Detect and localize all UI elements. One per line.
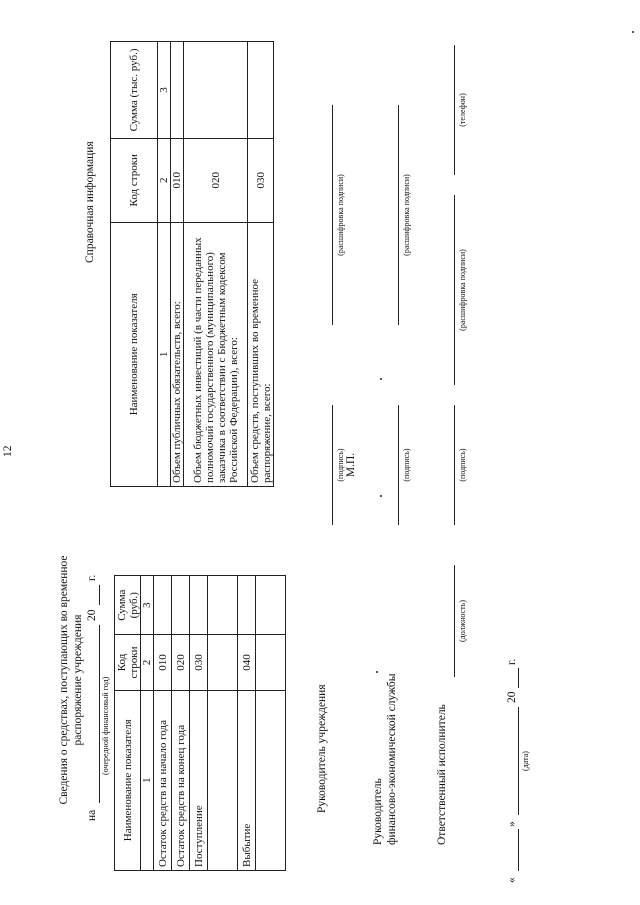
row-name — [256, 690, 286, 870]
period-caption: (очередной финансовый год) — [101, 676, 110, 775]
scan-speck — [380, 378, 382, 380]
row-name: Объем публичных обязательств, всего: — [171, 222, 184, 486]
reference-table — [110, 41, 274, 487]
table-row — [248, 42, 274, 487]
seal-label: М.П. — [345, 452, 357, 478]
header-code: Код строки — [111, 138, 158, 222]
period-year-line — [99, 585, 100, 605]
period-line — [99, 625, 100, 803]
left-title-line1: Сведения о средствах, поступающих во временное — [58, 555, 70, 805]
executor-signature-caption: (подпись) — [458, 448, 467, 482]
period-suffix: г. — [86, 574, 98, 581]
executor-label: Ответственный исполнитель — [436, 704, 448, 845]
date-day-line — [518, 829, 519, 871]
period-prefix: на — [86, 809, 98, 821]
colnum-1: 1 — [158, 222, 171, 486]
table-row — [171, 42, 184, 487]
head-signature-line — [332, 405, 333, 525]
date-year-line — [518, 668, 519, 688]
head-signature-caption: (подпись) — [336, 448, 345, 482]
row-code: 010 — [171, 138, 184, 222]
date-open-quote: « — [506, 877, 518, 883]
header-code: Код строки — [115, 635, 141, 690]
table-row — [238, 576, 256, 871]
finance-label-line1: Руководитель — [372, 778, 384, 845]
finance-decoding-caption: (расшифровка подписи) — [402, 174, 411, 256]
left-title-line2: распоряжение учреждения — [72, 614, 84, 746]
table-row — [190, 576, 208, 871]
executor-decoding-line — [454, 195, 455, 385]
table-row — [256, 576, 286, 871]
row-name: Объем бюджетных инвестиций (в части переданных полномочий государственного (муниципального) заказчика в соответствии с Бюджетным кодексом Российской Федерации), всего: — [184, 222, 248, 486]
executor-position-line — [454, 565, 455, 677]
colnum-3: 3 — [141, 576, 154, 635]
table-row — [208, 576, 238, 871]
header-name: Наименование показателя — [111, 222, 158, 486]
finance-signature-line — [398, 405, 399, 525]
row-sum — [172, 576, 190, 635]
row-code: 030 — [248, 138, 274, 222]
executor-decoding-caption: (расшифровка подписи) — [458, 249, 467, 331]
date-close-quote: » — [506, 821, 518, 827]
row-sum — [171, 42, 184, 139]
scan-speck — [376, 671, 378, 673]
finance-signature-caption: (подпись) — [402, 448, 411, 482]
row-sum — [190, 576, 208, 635]
row-sum — [256, 576, 286, 635]
right-title: Справочная информация — [84, 141, 96, 263]
table-row — [172, 576, 190, 871]
colnum-2: 2 — [141, 635, 154, 690]
row-name: Объем средств, поступивших во временное распоряжение, всего: — [248, 222, 274, 486]
row-code — [208, 635, 238, 690]
row-name: Выбытие — [238, 690, 256, 870]
row-code: 020 — [172, 635, 190, 690]
scan-speck — [380, 495, 382, 497]
table-row — [154, 576, 172, 871]
colnum-1: 1 — [141, 690, 154, 870]
table-row — [184, 42, 248, 487]
header-sum: Сумма (тыс. руб.) — [111, 42, 158, 139]
executor-phone-caption: (телефон) — [458, 93, 467, 127]
header-name: Наименование показателя — [115, 690, 141, 870]
row-code: 040 — [238, 635, 256, 690]
row-code: 020 — [184, 138, 248, 222]
date-year: 20 — [506, 691, 518, 703]
date-month-line — [518, 707, 519, 815]
head-decoding-caption: (расшифровка подписи) — [336, 174, 345, 256]
head-label: Руководитель учреждения — [316, 684, 328, 813]
row-code: 030 — [190, 635, 208, 690]
colnum-2: 2 — [158, 138, 171, 222]
row-sum — [184, 42, 248, 139]
executor-position-caption: (должность) — [458, 600, 467, 642]
row-code — [256, 635, 286, 690]
finance-label-line2: финансово-экономической службы — [386, 673, 398, 845]
colnum-3: 3 — [158, 42, 171, 139]
row-name: Остаток средств на начало года — [154, 690, 172, 870]
head-decoding-line — [332, 105, 333, 325]
row-name — [208, 690, 238, 870]
row-sum — [154, 576, 172, 635]
row-sum — [248, 42, 274, 139]
row-sum — [238, 576, 256, 635]
row-name: Остаток средств на конец года — [172, 690, 190, 870]
executor-signature-line — [454, 405, 455, 525]
executor-phone-line — [454, 45, 455, 175]
row-code: 010 — [154, 635, 172, 690]
row-name: Поступление — [190, 690, 208, 870]
scan-speck — [632, 31, 634, 33]
date-suffix: г. — [506, 658, 518, 665]
funds-table — [114, 575, 286, 871]
finance-decoding-line — [398, 105, 399, 325]
period-year: 20 — [86, 609, 98, 621]
page-number: 12 — [2, 445, 14, 457]
header-sum: Сумма (руб.) — [115, 576, 141, 635]
row-sum — [208, 576, 238, 635]
date-caption: (дата) — [521, 751, 530, 771]
